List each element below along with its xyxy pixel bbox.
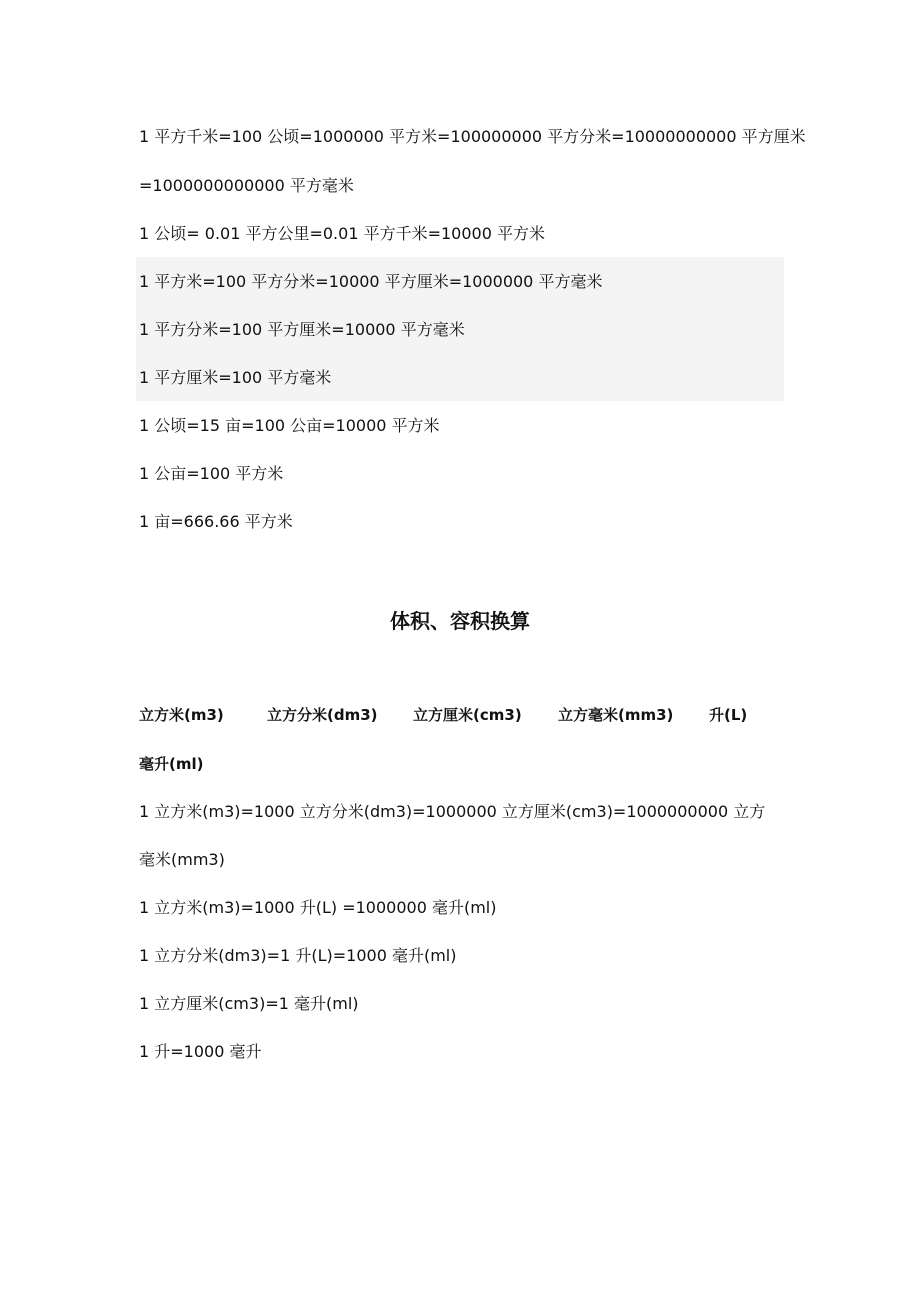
unit-header: 立方毫米(mm3) bbox=[558, 706, 674, 724]
unit-header: 毫升(ml) bbox=[139, 755, 204, 773]
area-line: 1 公顷= 0.01 平方公里=0.01 平方千米=10000 平方米 bbox=[139, 224, 545, 243]
unit-header: 升(L) bbox=[709, 706, 748, 724]
unit-header: 立方分米(dm3) bbox=[267, 706, 378, 724]
unit-header: 立方厘米(cm3) bbox=[413, 706, 522, 724]
area-line: 1 平方千米=100 公顷=1000000 平方米=100000000 平方分米=10000000000 平方厘米 bbox=[139, 127, 806, 146]
area-line: 1 平方分米=100 平方厘米=10000 平方毫米 bbox=[139, 320, 465, 339]
area-line: 1 平方米=100 平方分米=10000 平方厘米=1000000 平方毫米 bbox=[139, 272, 603, 291]
volume-line: 1 升=1000 毫升 bbox=[139, 1042, 262, 1061]
area-line: 1 公顷=15 亩=100 公亩=10000 平方米 bbox=[139, 416, 440, 435]
volume-line: 1 立方米(m3)=1000 立方分米(dm3)=1000000 立方厘米(cm3)=1000000000 立方 bbox=[139, 802, 766, 821]
area-line: 1 公亩=100 平方米 bbox=[139, 464, 284, 483]
volume-line: 毫米(mm3) bbox=[139, 850, 225, 869]
volume-line: 1 立方分米(dm3)=1 升(L)=1000 毫升(ml) bbox=[139, 946, 457, 965]
area-line: 1 亩=666.66 平方米 bbox=[139, 512, 293, 531]
area-line: 1 平方厘米=100 平方毫米 bbox=[139, 368, 332, 387]
volume-line: 1 立方厘米(cm3)=1 毫升(ml) bbox=[139, 994, 359, 1013]
section-title: 体积、容积换算 bbox=[390, 609, 530, 633]
area-line: =1000000000000 平方毫米 bbox=[139, 176, 354, 195]
unit-header: 立方米(m3) bbox=[139, 706, 224, 724]
volume-line: 1 立方米(m3)=1000 升(L) =1000000 毫升(ml) bbox=[139, 898, 497, 917]
